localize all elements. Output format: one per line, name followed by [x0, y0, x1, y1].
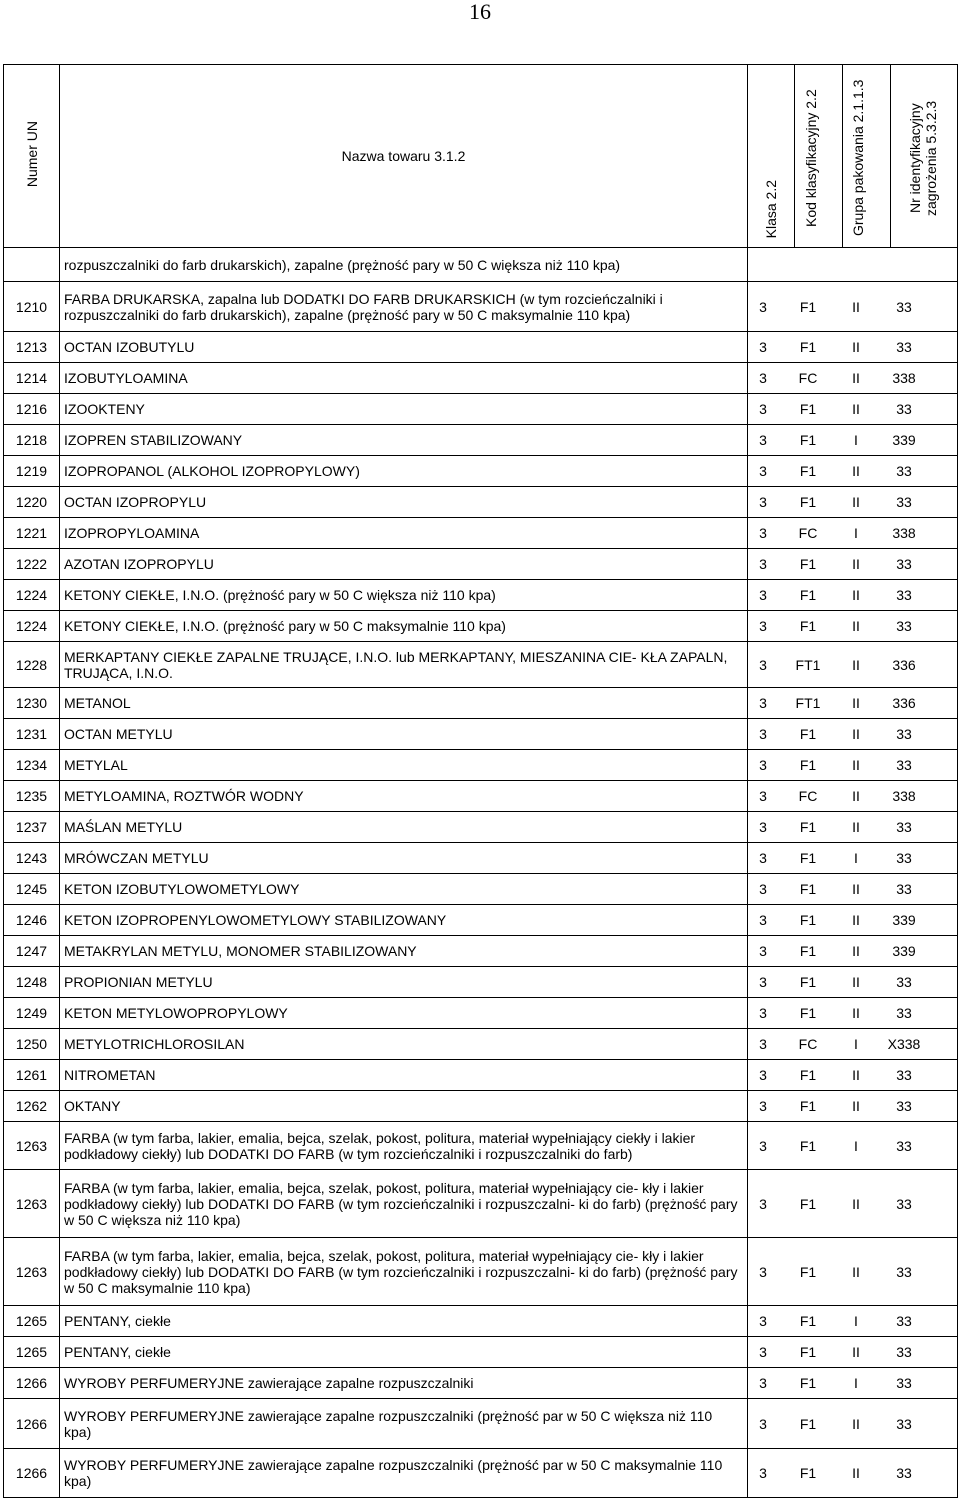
table-row — [4, 456, 958, 487]
hazard-id: 33 — [896, 556, 912, 572]
hazard-id: 33 — [896, 494, 912, 510]
un-number-cell: 1224 — [4, 611, 60, 642]
classification-cell — [748, 1091, 958, 1122]
product-name-cell: IZOPROPANOL (ALKOHOL IZOPROPYLOWY) — [60, 456, 748, 487]
packing-group: II — [852, 943, 860, 959]
packing-group: II — [852, 695, 860, 711]
classification-cell — [748, 1122, 958, 1170]
classification-cell — [748, 750, 958, 781]
header-grupa: Grupa pakowania 2.1.1.3 — [843, 65, 891, 248]
classification-code: F1 — [799, 298, 817, 315]
un-number-cell: 1245 — [4, 874, 60, 905]
table-row — [4, 1091, 958, 1122]
classification-cell — [748, 363, 958, 394]
hazard-id: 33 — [896, 850, 912, 866]
un-number-cell: 1228 — [4, 642, 60, 688]
classification-cell — [748, 394, 958, 425]
table-row — [4, 580, 958, 611]
product-name-cell: KETONY CIEKŁE, I.N.O. (prężność pary w 50 C maksymalnie 110 kpa) — [60, 611, 748, 642]
product-name-cell: PENTANY, ciekłe — [60, 1337, 748, 1368]
table-row — [4, 1170, 958, 1238]
hazard-id: 33 — [896, 1344, 912, 1360]
table-row — [4, 282, 958, 332]
packing-group: I — [854, 1137, 858, 1154]
product-name-cell: OKTANY — [60, 1091, 748, 1122]
product-name-cell: MRÓWCZAN METYLU — [60, 843, 748, 874]
classification-cell — [748, 487, 958, 518]
class-value: 3 — [759, 788, 767, 804]
classification-cell — [748, 611, 958, 642]
classification-cell — [748, 1337, 958, 1368]
un-number-cell: 1249 — [4, 998, 60, 1029]
packing-group: II — [852, 463, 860, 479]
hazard-id: 339 — [892, 943, 916, 959]
un-number-cell: 1235 — [4, 781, 60, 812]
un-number-cell: 1214 — [4, 363, 60, 394]
class-value: 3 — [759, 339, 767, 355]
un-number-cell: 1218 — [4, 425, 60, 456]
packing-group: II — [852, 1465, 860, 1481]
classification-code: F1 — [799, 618, 817, 634]
product-name-cell: IZOPREN STABILIZOWANY — [60, 425, 748, 456]
classification-code: F1 — [799, 974, 817, 990]
classification-code: F1 — [799, 1005, 817, 1021]
header-klasa: Klasa 2.2 — [748, 65, 795, 248]
un-number-cell: 1266 — [4, 1399, 60, 1449]
header-nr: Nr identyfikacyjny zagrożenia 5.3.2.3 — [891, 65, 958, 248]
product-name-cell: KETONY CIEKŁE, I.N.O. (prężność pary w 50 C większa niż 110 kpa) — [60, 580, 748, 611]
classification-cell — [748, 456, 958, 487]
classification-cell — [748, 1238, 958, 1306]
hazard-id: 33 — [896, 819, 912, 835]
product-name-cell: AZOTAN IZOPROPYLU — [60, 549, 748, 580]
class-value: 3 — [759, 556, 767, 572]
table-row — [4, 1337, 958, 1368]
hazard-id: 33 — [896, 757, 912, 773]
class-value: 3 — [759, 1036, 767, 1052]
classification-code: F1 — [799, 850, 817, 866]
table-row — [4, 487, 958, 518]
product-name-cell: PENTANY, ciekłe — [60, 1306, 748, 1337]
hazard-id: 33 — [896, 1465, 912, 1481]
un-number-cell: 1243 — [4, 843, 60, 874]
classification-cell — [748, 1170, 958, 1238]
un-number-cell: 1261 — [4, 1060, 60, 1091]
classification-code: FC — [798, 788, 818, 804]
classification-code: FT1 — [795, 695, 821, 711]
hazard-id: 33 — [896, 339, 912, 355]
class-value: 3 — [759, 463, 767, 479]
class-value: 3 — [759, 587, 767, 603]
classification-code: F1 — [799, 881, 817, 897]
product-name-cell: IZOPROPYLOAMINA — [60, 518, 748, 549]
table-row — [4, 936, 958, 967]
packing-group: II — [852, 1415, 860, 1432]
hazard-id: 33 — [896, 881, 912, 897]
hazard-id: 33 — [896, 1313, 912, 1329]
product-name-cell: METYLOAMINA, ROZTWÓR WODNY — [60, 781, 748, 812]
un-number-cell: 1265 — [4, 1306, 60, 1337]
class-value: 3 — [759, 726, 767, 742]
product-name-cell: IZOBUTYLOAMINA — [60, 363, 748, 394]
class-value: 3 — [759, 974, 767, 990]
packing-group: II — [852, 587, 860, 603]
product-name-cell: NITROMETAN — [60, 1060, 748, 1091]
header-kod: Kod klasyfikacyjny 2.2 — [795, 65, 843, 248]
classification-code: F1 — [799, 1415, 817, 1432]
hazard-id: 33 — [896, 1263, 912, 1280]
classification-code: F1 — [799, 339, 817, 355]
classification-code: FC — [798, 370, 818, 386]
classification-cell — [748, 812, 958, 843]
class-value: 3 — [759, 1098, 767, 1114]
class-value: 3 — [759, 370, 767, 386]
packing-group: I — [854, 1375, 858, 1391]
un-number-cell: 1222 — [4, 549, 60, 580]
packing-group: II — [852, 757, 860, 773]
hazard-id: 339 — [892, 912, 916, 928]
packing-group: II — [852, 726, 860, 742]
hazard-id: 33 — [896, 974, 912, 990]
packing-group: II — [852, 401, 860, 417]
classification-cell — [748, 425, 958, 456]
table-row — [4, 1122, 958, 1170]
hazard-id: 33 — [896, 1375, 912, 1391]
hazard-id: X338 — [887, 1036, 921, 1052]
packing-group: I — [854, 1313, 858, 1329]
class-value: 3 — [759, 912, 767, 928]
product-name-cell: FARBA (w tym farba, lakier, emalia, bejca, szelak, pokost, politura, materiał wypełniający cie- kły i lakier podkładowy ciekły) lub DODATKI DO FARB (w tym rozcieńczalniki i rozpuszczalni- ki do farb) (prężność pary w 50 C maksymalnie 110 kpa) — [60, 1238, 748, 1306]
packing-group: I — [854, 850, 858, 866]
product-name-cell: WYROBY PERFUMERYJNE zawierające zapalne rozpuszczalniki (prężność par w 50 C większa niż 110 kpa) — [60, 1399, 748, 1449]
classification-code: F1 — [799, 726, 817, 742]
packing-group: II — [852, 1344, 860, 1360]
product-name-cell: KETON IZOBUTYLOWOMETYLOWY — [60, 874, 748, 905]
hazard-id: 33 — [896, 401, 912, 417]
hazard-id: 33 — [896, 726, 912, 742]
packing-group: II — [852, 556, 860, 572]
class-value: 3 — [759, 1195, 767, 1212]
packing-group: I — [854, 525, 858, 541]
class-value: 3 — [759, 494, 767, 510]
classification-cell — [748, 998, 958, 1029]
class-value: 3 — [759, 943, 767, 959]
product-name-cell: OCTAN IZOPROPYLU — [60, 487, 748, 518]
hazard-id: 338 — [892, 788, 916, 804]
un-number-cell — [4, 248, 60, 282]
table-row — [4, 1238, 958, 1306]
table-row — [4, 998, 958, 1029]
classification-cell — [748, 1399, 958, 1449]
product-name-cell: rozpuszczalniki do farb drukarskich), zapalne (prężność pary w 50 C większa niż 110 kpa) — [60, 248, 748, 282]
product-name-cell: WYROBY PERFUMERYJNE zawierające zapalne rozpuszczalniki (prężność par w 50 C maksymalnie 110 kpa) — [60, 1449, 748, 1498]
classification-cell — [748, 580, 958, 611]
classification-code: F1 — [799, 1195, 817, 1212]
table-row — [4, 425, 958, 456]
un-number-cell: 1220 — [4, 487, 60, 518]
class-value: 3 — [759, 1005, 767, 1021]
table-body — [4, 248, 958, 1498]
packing-group: I — [854, 1036, 858, 1052]
classification-code: F1 — [799, 1137, 817, 1154]
table-row — [4, 549, 958, 580]
product-name-cell: WYROBY PERFUMERYJNE zawierające zapalne rozpuszczalniki — [60, 1368, 748, 1399]
table-row — [4, 688, 958, 719]
hazard-id: 33 — [896, 1195, 912, 1212]
classification-code: F1 — [799, 587, 817, 603]
classification-code: F1 — [799, 1465, 817, 1481]
classification-code: F1 — [799, 943, 817, 959]
product-name-cell: METYLOTRICHLOROSILAN — [60, 1029, 748, 1060]
table-row — [4, 1029, 958, 1060]
class-value: 3 — [759, 881, 767, 897]
classification-cell — [748, 518, 958, 549]
table-row — [4, 248, 958, 282]
packing-group: II — [852, 298, 860, 315]
class-value: 3 — [759, 1344, 767, 1360]
hazard-id: 33 — [896, 587, 912, 603]
table-row — [4, 843, 958, 874]
un-number-cell: 1266 — [4, 1368, 60, 1399]
packing-group: II — [852, 1098, 860, 1114]
classification-cell — [748, 332, 958, 363]
table-row — [4, 363, 958, 394]
classification-code: F1 — [799, 494, 817, 510]
classification-cell — [748, 282, 958, 332]
product-name-cell: PROPIONIAN METYLU — [60, 967, 748, 998]
product-name-cell: METYLAL — [60, 750, 748, 781]
classification-cell — [748, 642, 958, 688]
un-number-cell: 1231 — [4, 719, 60, 750]
un-number-cell: 1248 — [4, 967, 60, 998]
un-number-cell: 1234 — [4, 750, 60, 781]
class-value: 3 — [759, 298, 767, 315]
table-row — [4, 1399, 958, 1449]
product-name-cell: OCTAN IZOBUTYLU — [60, 332, 748, 363]
product-name-cell: OCTAN METYLU — [60, 719, 748, 750]
classification-code: F1 — [799, 819, 817, 835]
product-name-cell: FARBA DRUKARSKA, zapalna lub DODATKI DO FARB DRUKARSKICH (w tym rozcieńczalniki i rozpuszczalniki do farb drukarskich), zapalne (prężność pary w 50 C maksymalnie 110 kpa) — [60, 282, 748, 332]
class-value: 3 — [759, 1313, 767, 1329]
classification-cell — [748, 781, 958, 812]
classification-cell — [748, 843, 958, 874]
class-value: 3 — [759, 525, 767, 541]
class-value: 3 — [759, 819, 767, 835]
packing-group: II — [852, 618, 860, 634]
packing-group: II — [852, 656, 860, 673]
classification-cell — [748, 874, 958, 905]
classification-cell — [748, 1306, 958, 1337]
product-name-cell: KETON METYLOWOPROPYLOWY — [60, 998, 748, 1029]
header-un: Numer UN — [4, 65, 60, 248]
hazard-id: 338 — [892, 525, 916, 541]
hazard-id: 33 — [896, 618, 912, 634]
product-name-cell: METANOL — [60, 688, 748, 719]
un-number-cell: 1263 — [4, 1170, 60, 1238]
class-value: 3 — [759, 757, 767, 773]
packing-group: I — [854, 432, 858, 448]
table-row — [4, 518, 958, 549]
hazard-id: 33 — [896, 1005, 912, 1021]
page-number: 16 — [469, 0, 491, 24]
classification-code: F1 — [799, 1067, 817, 1083]
class-value: 3 — [759, 656, 767, 673]
packing-group: II — [852, 494, 860, 510]
product-name-cell: METAKRYLAN METYLU, MONOMER STABILIZOWANY — [60, 936, 748, 967]
classification-code: F1 — [799, 1375, 817, 1391]
table-row — [4, 781, 958, 812]
classification-code: F1 — [799, 401, 817, 417]
dangerous-goods-table — [3, 64, 958, 1498]
hazard-id: 336 — [892, 695, 916, 711]
product-name-cell: MERKAPTANY CIEKŁE ZAPALNE TRUJĄCE, I.N.O. lub MERKAPTANY, MIESZANINA CIE- KŁA ZAPALN, TRUJĄCA, I.N.O. — [60, 642, 748, 688]
packing-group: II — [852, 974, 860, 990]
hazard-id: 33 — [896, 1137, 912, 1154]
un-number-cell: 1219 — [4, 456, 60, 487]
header-name: Nazwa towaru 3.1.2 — [60, 65, 748, 248]
table-row — [4, 332, 958, 363]
classification-cell — [748, 1060, 958, 1091]
un-number-cell: 1213 — [4, 332, 60, 363]
table-row — [4, 874, 958, 905]
classification-cell — [748, 549, 958, 580]
packing-group: II — [852, 1195, 860, 1212]
packing-group: II — [852, 788, 860, 804]
class-value: 3 — [759, 1263, 767, 1280]
class-value: 3 — [759, 618, 767, 634]
classification-code: FT1 — [795, 656, 821, 673]
packing-group: II — [852, 1067, 860, 1083]
table-row — [4, 1449, 958, 1498]
product-name-cell: FARBA (w tym farba, lakier, emalia, bejca, szelak, pokost, politura, materiał wypełniający cie- kły i lakier podkładowy ciekły) lub DODATKI DO FARB (w tym rozcieńczalniki i rozpuszczalni- ki do farb) (prężność pary w 50 C większa niż 110 kpa) — [60, 1170, 748, 1238]
packing-group: II — [852, 1263, 860, 1280]
classification-code: F1 — [799, 556, 817, 572]
class-value: 3 — [759, 432, 767, 448]
class-value: 3 — [759, 695, 767, 711]
classification-code: F1 — [799, 463, 817, 479]
table-row — [4, 719, 958, 750]
classification-code: FC — [798, 525, 818, 541]
classification-code: F1 — [799, 912, 817, 928]
classification-cell — [748, 967, 958, 998]
hazard-id: 33 — [896, 463, 912, 479]
classification-code: FC — [798, 1036, 818, 1052]
classification-code: F1 — [799, 1098, 817, 1114]
hazard-id: 33 — [896, 1098, 912, 1114]
classification-cell — [748, 1368, 958, 1399]
packing-group: II — [852, 370, 860, 386]
class-value: 3 — [759, 1375, 767, 1391]
packing-group: II — [852, 819, 860, 835]
packing-group: II — [852, 1005, 860, 1021]
table-row — [4, 642, 958, 688]
table-row — [4, 1368, 958, 1399]
classification-cell — [748, 688, 958, 719]
un-number-cell: 1224 — [4, 580, 60, 611]
un-number-cell: 1237 — [4, 812, 60, 843]
class-value: 3 — [759, 1067, 767, 1083]
hazard-id: 336 — [892, 656, 916, 673]
classification-cell — [748, 1449, 958, 1498]
product-name-cell: KETON IZOPROPENYLOWOMETYLOWY STABILIZOWANY — [60, 905, 748, 936]
un-number-cell: 1210 — [4, 282, 60, 332]
table-row — [4, 905, 958, 936]
packing-group: II — [852, 339, 860, 355]
classification-cell — [748, 905, 958, 936]
table-row — [4, 1060, 958, 1091]
classification-code: F1 — [799, 1313, 817, 1329]
un-number-cell: 1221 — [4, 518, 60, 549]
un-number-cell: 1247 — [4, 936, 60, 967]
class-value: 3 — [759, 401, 767, 417]
un-number-cell: 1263 — [4, 1122, 60, 1170]
class-value: 3 — [759, 1137, 767, 1154]
class-value: 3 — [759, 1465, 767, 1481]
packing-group: II — [852, 881, 860, 897]
un-number-cell: 1263 — [4, 1238, 60, 1306]
un-number-cell: 1246 — [4, 905, 60, 936]
product-name-cell: MAŚLAN METYLU — [60, 812, 748, 843]
un-number-cell: 1230 — [4, 688, 60, 719]
table-row — [4, 750, 958, 781]
header-row — [4, 65, 958, 248]
un-number-cell: 1250 — [4, 1029, 60, 1060]
packing-group: II — [852, 912, 860, 928]
product-name-cell: IZOOKTENY — [60, 394, 748, 425]
classification-cell — [748, 1029, 958, 1060]
table-row — [4, 394, 958, 425]
product-name-cell: FARBA (w tym farba, lakier, emalia, bejca, szelak, pokost, politura, materiał wypełniający ciekły i lakier podkładowy ciekły) lub DODATKI DO FARB (w tym rozcieńczalniki i rozpuszczalniki do farb) — [60, 1122, 748, 1170]
hazard-id: 339 — [892, 432, 916, 448]
class-value: 3 — [759, 1415, 767, 1432]
classification-cell — [748, 719, 958, 750]
table-row — [4, 1306, 958, 1337]
table-row — [4, 611, 958, 642]
un-number-cell: 1216 — [4, 394, 60, 425]
hazard-id: 33 — [896, 298, 912, 315]
un-number-cell: 1265 — [4, 1337, 60, 1368]
table-row — [4, 967, 958, 998]
un-number-cell: 1262 — [4, 1091, 60, 1122]
classification-cell — [748, 248, 958, 282]
classification-code: F1 — [799, 757, 817, 773]
classification-code: F1 — [799, 1344, 817, 1360]
class-value: 3 — [759, 850, 767, 866]
classification-cell — [748, 936, 958, 967]
hazard-id: 33 — [896, 1415, 912, 1432]
hazard-id: 33 — [896, 1067, 912, 1083]
classification-code: F1 — [799, 432, 817, 448]
classification-code: F1 — [799, 1263, 817, 1280]
table-row — [4, 812, 958, 843]
hazard-id: 338 — [892, 370, 916, 386]
un-number-cell: 1266 — [4, 1449, 60, 1498]
